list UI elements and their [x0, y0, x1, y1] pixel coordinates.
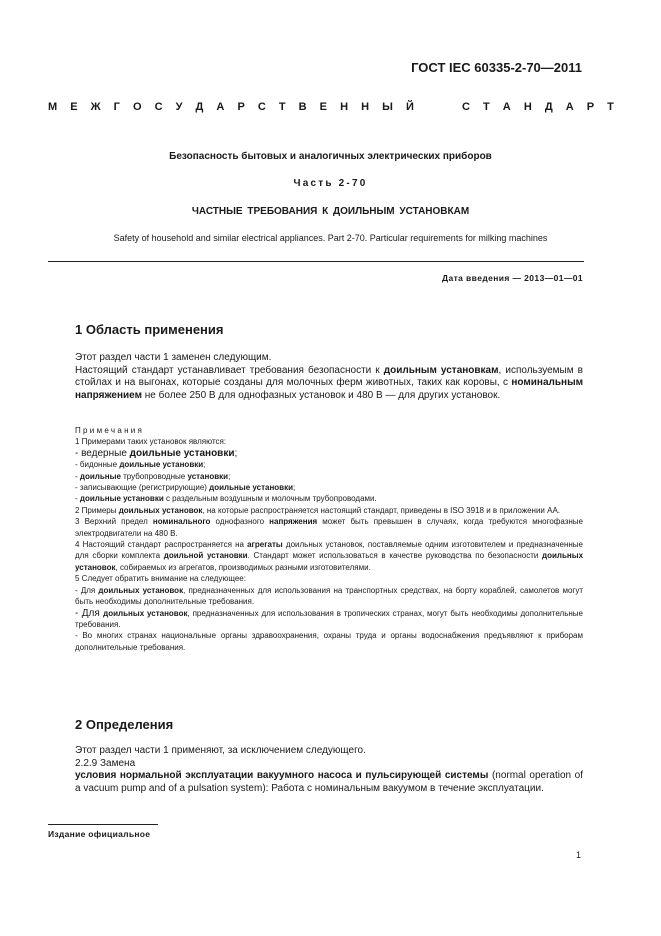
note-1-item: - бидонные доильные установки; [75, 460, 206, 470]
section-2-heading: 2 Определения [75, 717, 174, 732]
footer-divider [48, 824, 158, 825]
note-1-item: - записывающие (регистрирующие) доильные установки; [75, 483, 296, 493]
section-1-heading: 1 Область применения [75, 322, 224, 337]
notes-label: Примечания [75, 426, 145, 435]
standard-part: Часть 2-70 [293, 178, 368, 189]
section-1-paragraph: Этот раздел части 1 заменен следующим. [75, 352, 272, 363]
note-2: 2 Примеры доильных установок, на которые распространяется настоящий стандарт, приведены в ISO 3918 и в приложении АА. [75, 505, 560, 515]
note-1-item: - доильные трубопроводные установки; [75, 471, 231, 481]
notes-block [75, 425, 583, 653]
definition-paragraph: условия нормальной эксплуатации вакуумного насоса и пульсирующей системы (normal operation of a vacuum pump and of a pulsation system): Работа с номинальным вакуумом в течение эксплуатации. [75, 770, 583, 794]
note-3: 3 Верхний предел номинального однофазного напряжения может быть превышен в случаях, когда требуются многофазные электродвигатели на 480 В. [75, 517, 584, 538]
note-1-item: - ведерные доильные установки; [75, 447, 238, 459]
standard-title: Безопасность бытовых и аналогичных электрических приборов [169, 151, 492, 162]
note-1: 1 Примерами таких установок являются: [75, 437, 227, 447]
standard-subtitle: ЧАСТНЫЕ ТРЕБОВАНИЯ К ДОИЛЬНЫМ УСТАНОВКАМ [191, 206, 470, 217]
note-5-item: - Для доильных установок, предназначенных для использования на транспортных средствах, на борту кораблей, самолетов могут быть необходимы дополнительные требования. [75, 585, 584, 607]
note-4: 4 Настоящий стандарт распространяется на агрегаты доильных установок, поставляемые одним изготовителем и предназначенные для сборки комплекта доильной установки. Стандарт может использоваться в качестве руководства по безопасности доильных установок, собираемых из агрегатов, производимых разными изготовителями. [75, 540, 584, 572]
page-number: 1 [575, 850, 581, 860]
standard-type-heading: М Е Ж Г О С У Д А Р С Т В Е Н Н Ы Й С Т А Н Д А Р Т [48, 101, 614, 113]
introduction-date: Дата введения — 2013—01—01 [442, 273, 583, 283]
title-divider [48, 261, 584, 262]
section-1-body [75, 352, 583, 402]
clause-number: 2.2.9 Замена [75, 757, 136, 769]
english-title: Safety of household and similar electrical appliances. Part 2-70. Particular requirements for milking machines [113, 233, 548, 243]
document-number: ГОСТ IEC 60335-2-70—2011 [411, 60, 582, 75]
note-5: 5 Следует обратить внимание на следующее: [75, 574, 246, 584]
edition-label: Издание официальное [48, 829, 151, 839]
section-1-scope-paragraph: Настоящий стандарт устанавливает требования безопасности к доильным установкам, используемым в стойлах и на выгонах, которые созданы для молочных ферм животных, таких как коровы, с номинальным напряжением не более 250 В для однофазных установок и 480 В — для других установок. [75, 364, 583, 401]
section-2-body [75, 745, 583, 795]
note-5-item: - Во многих странах национальные органы здравоохранения, охраны труда и органы водоснабжения предъявляют к приборам дополнительные требования. [75, 631, 583, 652]
note-5-item: - Для доильных установок, предназначенных для использования в тропических странах, могут быть необходимы дополнительные требования. [75, 607, 583, 629]
section-2-paragraph: Этот раздел части 1 применяют, за исключением следующего. [75, 745, 366, 756]
note-1-item: - доильные установки с раздельным воздушным и молочным трубопроводами. [75, 494, 377, 504]
